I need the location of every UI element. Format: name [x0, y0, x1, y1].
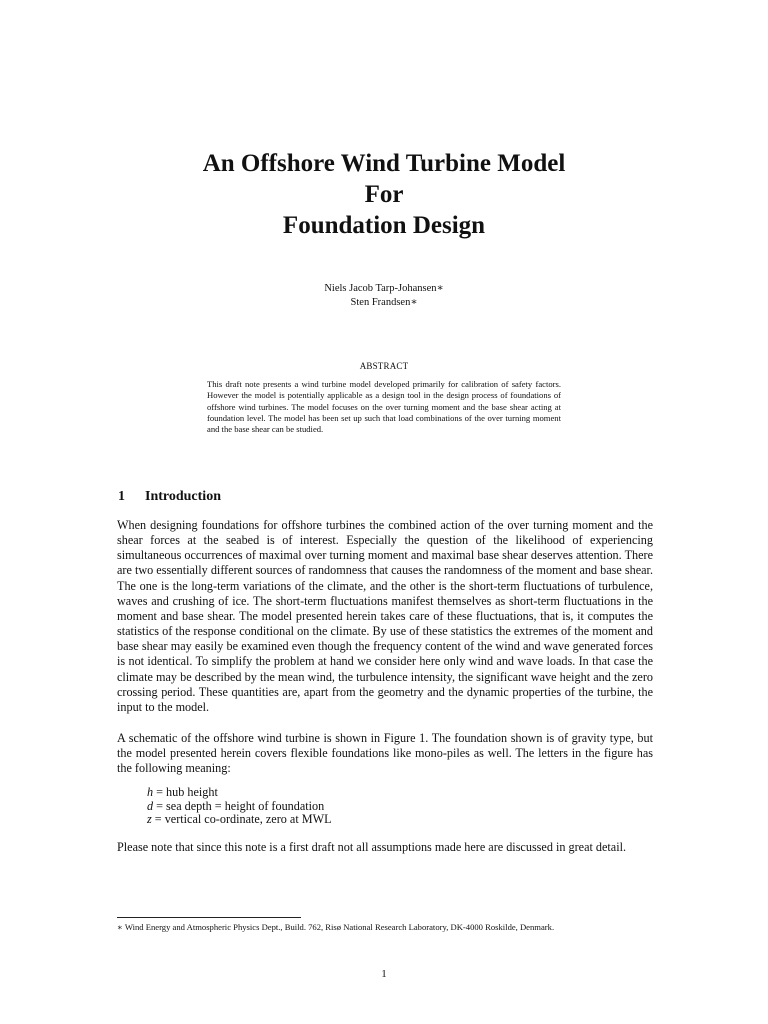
section-heading [118, 489, 221, 505]
paragraph-1: When designing foundations for offshore turbines the combined action of the over turning moment and the shear forces at the seabed is of interest. Especially the question of the likelihood of experiencing simultaneous occurrences of maximal over turning moment and maximal base shear deserves attention. There are two essentially different sources of randomness that causes the randomness of the moment and base shear. The one is the long-term variations of the climate, and the other is the short-term fluctuations of turbulence, waves and crushing of ice. The short-term fluctuations manifest themselves as short-term fluctuations in the moment and base shear. The model presented herein takes care of these fluctuations, that is, it computes the statistics of the response conditional on the climate. By use of these statistics the extremes of the moment and base shear may easily be examined even though the frequency content of the wind and wave generated forces is not identical. To simplify the problem at hand we consider here only wind and wave loads. In that case the climate may be described by the mean wind, the turbulence intensity, the significant wave height and the zero crossing period. These quantities are, apart from the geometry and the dynamic properties of the turbine, the input to the model. [117, 518, 653, 714]
footnote-rule [117, 917, 301, 918]
definition-text: = hub height [153, 785, 218, 799]
title-line-3: Foundation Design [282, 212, 486, 239]
definition-list [147, 786, 332, 827]
title-line-2: For [364, 181, 404, 208]
definition-symbol: z [147, 812, 152, 827]
paragraph-2: A schematic of the offshore wind turbine is shown in Figure 1. The foundation shown is of gravity type, but the model presented herein covers flexible foundations like mono-piles as well. The letters in the figure has the following meaning: [117, 731, 653, 776]
paper-title [0, 148, 768, 241]
author-1: Niels Jacob Tarp-Johansen∗ [324, 283, 444, 294]
paragraph-3: Please note that since this note is a first draft not all assumptions made here are discussed in great detail. [117, 840, 627, 854]
author-list [0, 282, 768, 310]
section-number: 1 [118, 489, 125, 504]
definition-symbol: h [147, 785, 154, 799]
title-line-1: An Offshore Wind Turbine Model [202, 150, 566, 177]
abstract-text: This draft note presents a wind turbine model developed primarily for calibration of safety factors. However the model is potentially applicable as a design tool in the design process of foundations of offshore wind turbines. The model focuses on the over turning moment and the base shear acting at foundation level. The model has been set up such that load combinations of the over turning moment and the base shear can be studied. [207, 379, 561, 435]
page-number: 1 [381, 968, 387, 980]
abstract-heading: ABSTRACT [359, 361, 409, 371]
definition-item [147, 786, 332, 800]
author-2: Sten Frandsen∗ [350, 297, 418, 308]
definition-symbol: d [147, 798, 154, 813]
footnote: ∗ Wind Energy and Atmospheric Physics Dept., Build. 762, Risø National Research Laboratory, DK-4000 Roskilde, Denmark. [117, 922, 555, 932]
definition-text: = sea depth = height of foundation [153, 798, 325, 813]
definition-item [147, 800, 332, 814]
section-title: Introduction [145, 489, 221, 504]
definition-item [147, 813, 332, 827]
definition-text: = vertical co-ordinate, zero at MWL [151, 812, 332, 827]
